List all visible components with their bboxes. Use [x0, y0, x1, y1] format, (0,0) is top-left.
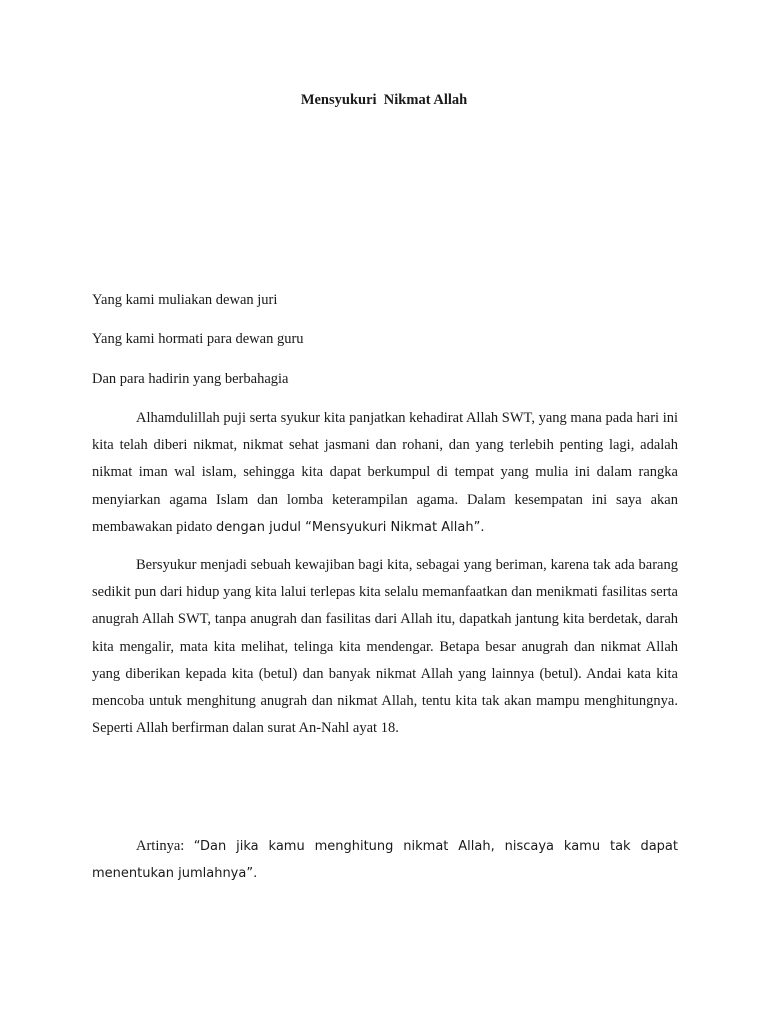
translation-quote: “Dan jika kamu menghitung nikmat Allah, niscaya kamu tak dapat menentukan jumlahnya”. — [92, 839, 678, 882]
paragraph-opening — [92, 405, 678, 541]
document-title: Mensyukuri Nikmat Allah — [300, 92, 468, 108]
paragraph-opening-title-quote: dengan judul “Mensyukuri Nikmat Allah”. — [216, 519, 485, 535]
paragraph-gratitude: Bersyukur menjadi sebuah kewajiban bagi kita, sebagai yang beriman, karena tak ada barang sedikit pun dari hidup yang kita lalui terlepas kita selalu memanfaatkan dan menikmati fasilitas serta anugrah Allah SWT, tanpa anugrah dan fasilitas dari Allah itu, dapatkah jantung kita berdetak, darah kita mengalir, mata kita melihat, telinga kita mendengar. Betapa besar anugrah dan nikmat Allah yang diberikan kepada kita (betul) dan banyak nikmat Allah yang lainnya (betul). Andai kata kita mencoba untuk menghitung anugrah dan nikmat Allah, tentu kita tak akan mampu menghitungnya. Seperti Allah berfirman dalan surat An-Nahl ayat 18. — [92, 557, 678, 737]
greeting-line-3: Dan para hadirin yang berbahagia — [92, 371, 289, 387]
greeting-line-2: Yang kami hormati para dewan guru — [92, 331, 304, 347]
paragraph-translation — [92, 833, 678, 887]
translation-lead: Artinya: — [136, 838, 194, 854]
greeting-line-1: Yang kami muliakan dewan juri — [92, 292, 278, 308]
paragraph-opening-text: Alhamdulillah puji serta syukur kita panjatkan kehadirat Allah SWT, yang mana pada hari ini kita telah diberi nikmat, nikmat sehat jasmani dan rohani, dan yang terlebih penting lagi, adalah nikmat iman wal islam, sehingga kita dapat berkumpul di tempat yang mulia ini dalam rangka menyiarkan agama Islam dan lomba keterampilan agama. Dalam kesempatan ini saya akan membawakan pidato — [92, 410, 678, 535]
